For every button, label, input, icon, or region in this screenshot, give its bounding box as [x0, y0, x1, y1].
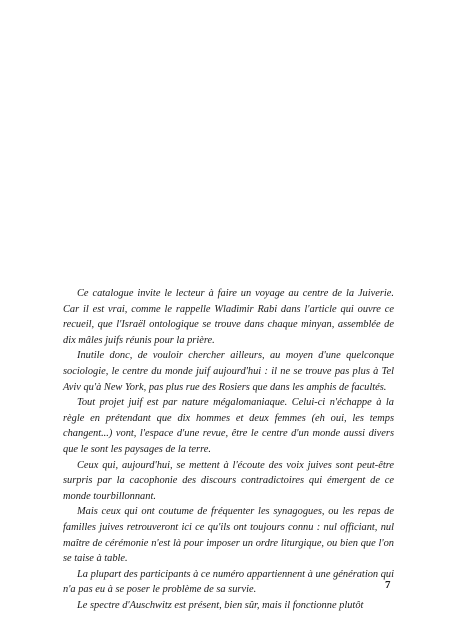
body-text [63, 286, 394, 613]
paragraph-7: Le spectre d'Auschwitz est présent, bien sûr, mais il fonctionne plutôt [77, 599, 364, 611]
paragraph-5: Mais ceux qui ont coutume de fréquenter les synagogues, ou les repas de familles juives retrouveront ici ce qu'ils ont toujours connu : nul officiant, nul maître de cérémonie n'est là pour imposer un ordre liturgique, ou bien que l'on se taise à table. [63, 506, 394, 565]
paragraph-1: Ce catalogue invite le lecteur à faire un voyage au centre de la Juiverie. Car il est vrai, comme le rappelle Wladimir Rabi dans l'article qui ouvre ce recueil, que l'Israël ontologique se trouve dans chaque minyan, assemblée de dix mâles juifs réunis pour la prière. [63, 288, 394, 346]
paragraph-6: La plupart des participants à ce numéro appartiennent à une génération qui n'a pas eu à se poser le problème de sa survie. [63, 568, 394, 596]
paragraph-4: Ceux qui, aujourd'hui, se mettent à l'écoute des voix juives sont peut-être surpris par la cacophonie des discours contradictoires qui émergent de ce monde tourbillonnant. [63, 459, 394, 502]
paragraph-2: Inutile donc, de vouloir chercher ailleurs, au moyen d'une quelconque sociologie, le centre du monde juif aujourd'hui : il ne se trouve pas plus à Tel Aviv qu'à New York, pas plus rue des Rosiers que dans les amphis de facultés. [63, 350, 394, 393]
page-number: 7 [385, 579, 391, 591]
paragraph-3: Tout projet juif est par nature mégalomaniaque. Celui-ci n'échappe à la règle en prétendant que dix hommes et deux femmes (eh oui, les temps changent...) vont, l'espace d'une revue, être le centre d'un monde aussi divers que le sont les paysages de la terre. [63, 397, 394, 455]
